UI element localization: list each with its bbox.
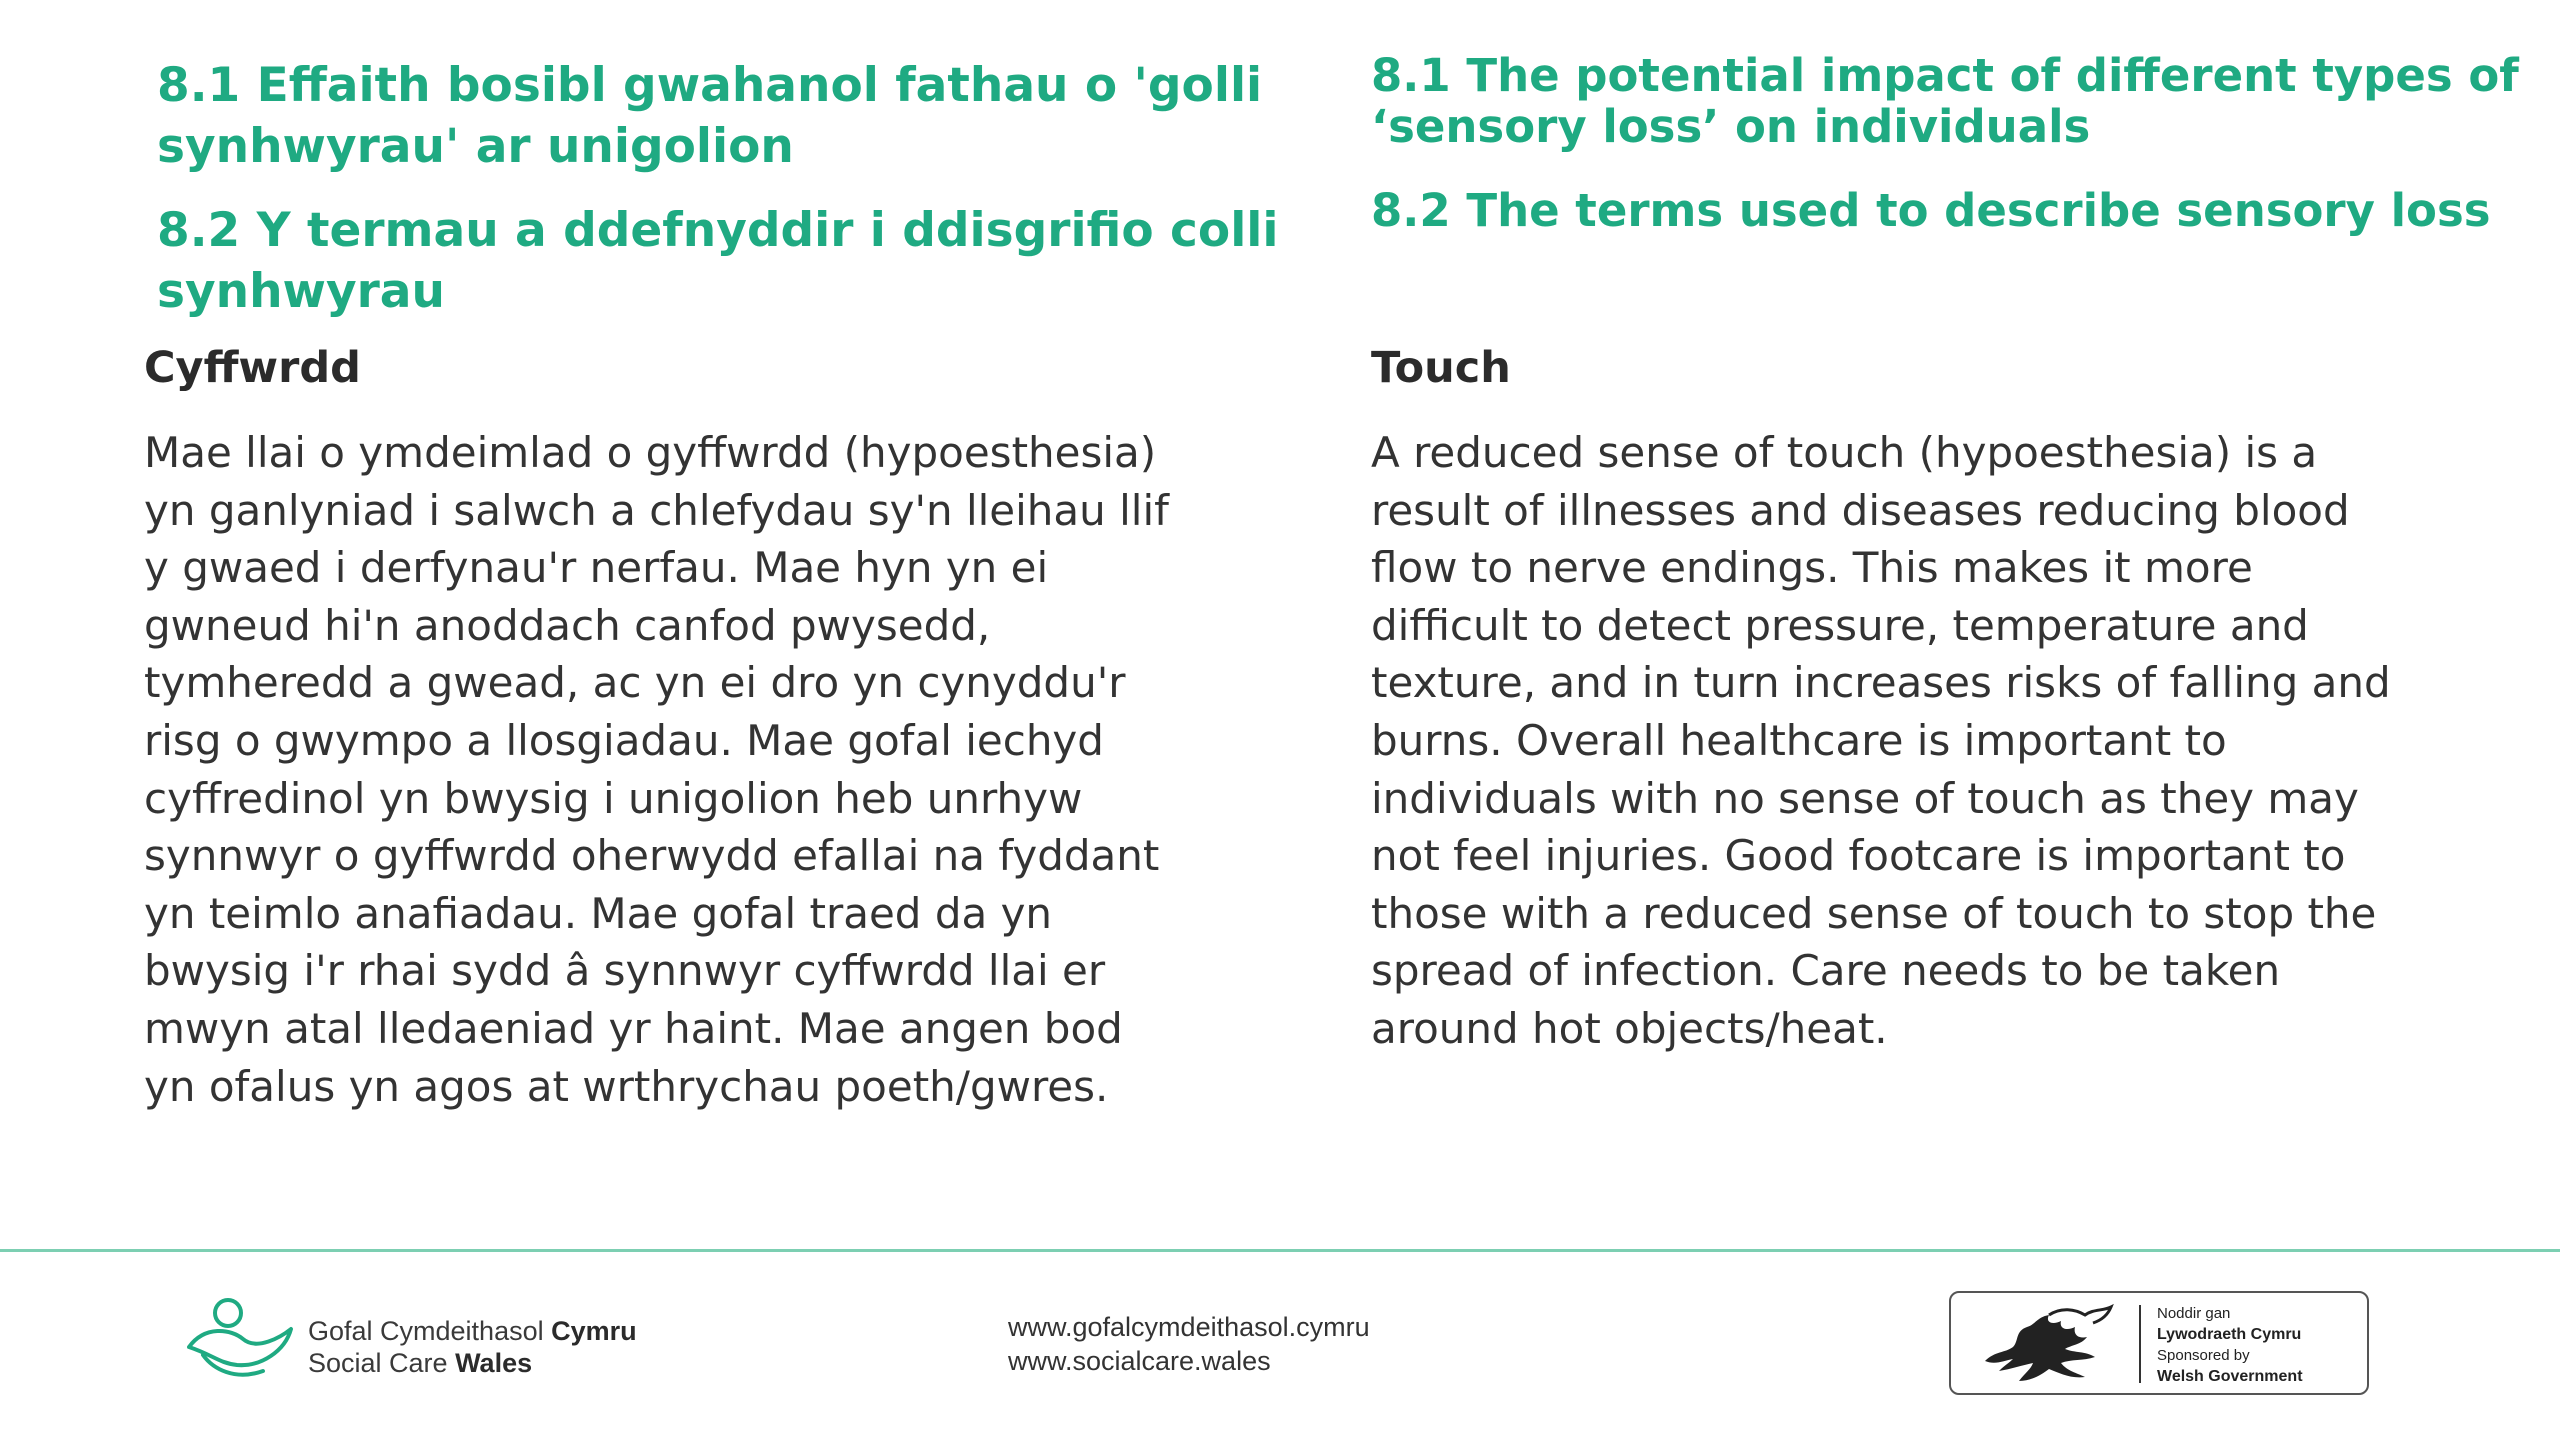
english-body-line: not feel injuries. Good footcare is important to — [1371, 831, 2346, 881]
sponsor-line-2: Lywodraeth Cymru — [2157, 1326, 2302, 1343]
english-body-line: those with a reduced sense of touch to stop the — [1371, 888, 2377, 938]
welsh-subheading: Cyffwrdd — [144, 343, 361, 393]
welsh-body-line: y gwaed i derfynau'r nerfau. Mae hyn yn ei — [144, 543, 1049, 593]
sponsor-line-4: Welsh Government — [2157, 1368, 2303, 1385]
sponsor-text — [2157, 1303, 2303, 1387]
welsh-heading-8-2-line-1: 8.2 Y termau a ddefnyddir i ddisgrifio colli — [157, 203, 1279, 258]
welsh-body-line: Mae llai o ymdeimlad o gyffwrdd (hypoesthesia) — [144, 428, 1157, 477]
url-welsh[interactable]: www.gofalcymdeithasol.cymru — [1008, 1312, 1370, 1342]
welsh-heading-8-1-line-1: 8.1 Effaith bosibl gwahanol fathau o 'golli — [157, 58, 1263, 113]
welsh-government-sponsor-badge — [1949, 1291, 2369, 1395]
welsh-heading-8-2 — [157, 200, 1277, 322]
welsh-dragon-icon — [1975, 1301, 2125, 1389]
welsh-body-line: mwyn atal lledaeniad yr haint. Mae angen bod — [144, 1003, 1123, 1053]
social-care-wales-logo-icon — [183, 1295, 298, 1385]
social-care-wales-logo-text — [308, 1315, 637, 1379]
english-body-line: flow to nerve endings. This makes it more — [1371, 543, 2253, 593]
sponsor-line-3: Sponsored by — [2157, 1347, 2250, 1364]
welsh-body-line: synnwyr o gyffwrdd oherwydd efallai na fyddant — [144, 831, 1160, 881]
english-subheading: Touch — [1371, 343, 1511, 393]
english-heading-8-1 — [1371, 49, 2519, 153]
footer-divider — [0, 1249, 2560, 1252]
english-body-line: individuals with no sense of touch as they may — [1371, 773, 2359, 823]
english-body-line: difficult to detect pressure, temperature and — [1371, 600, 2309, 650]
sponsor-line-1: Noddir gan — [2157, 1305, 2231, 1322]
welsh-body-line: risg o gwympo a llosgiadau. Mae gofal iechyd — [144, 715, 1104, 765]
welsh-body-line: yn ofalus yn agos at wrthrychau poeth/gwres. — [144, 1061, 1109, 1111]
welsh-body-line: cyffredinol yn bwysig i unigolion heb unrhyw — [144, 773, 1083, 823]
english-body-line: around hot objects/heat. — [1371, 1003, 1888, 1053]
footer-urls — [1008, 1310, 1370, 1378]
english-heading-8-1-line-2: ‘sensory loss’ on individuals — [1371, 100, 2091, 153]
english-body-line: spread of infection. Care needs to be taken — [1371, 946, 2281, 996]
english-body-text — [1371, 424, 2451, 1058]
logo-line2-bold: Wales — [455, 1348, 533, 1378]
english-heading-8-2: 8.2 The terms used to describe sensory loss — [1371, 184, 2491, 237]
social-care-wales-logo — [183, 1295, 703, 1385]
logo-line1-bold: Cymru — [551, 1316, 637, 1346]
logo-line1-regular: Gofal Cymdeithasol — [308, 1316, 552, 1346]
url-english[interactable]: www.socialcare.wales — [1008, 1346, 1271, 1376]
logo-line2-regular: Social Care — [308, 1348, 456, 1378]
welsh-body-line: yn teimlo anafiadau. Mae gofal traed da yn — [144, 888, 1053, 938]
english-heading-8-1-line-1: 8.1 The potential impact of different types of — [1371, 49, 2519, 102]
welsh-body-text — [144, 424, 1224, 1115]
welsh-body-line: tymheredd a gwead, ac yn ei dro yn cynyddu'r — [144, 658, 1126, 708]
welsh-heading-8-1 — [157, 55, 1277, 177]
welsh-body-line: yn ganlyniad i salwch a chlefydau sy'n lleihau llif — [144, 485, 1169, 535]
welsh-body-line: gwneud hi'n anoddach canfod pwysedd, — [144, 600, 991, 650]
english-body-line: texture, and in turn increases risks of falling and — [1371, 658, 2391, 708]
badge-divider — [2139, 1305, 2141, 1383]
welsh-heading-8-1-line-2: synhwyrau' ar unigolion — [157, 119, 794, 174]
welsh-body-line: bwysig i'r rhai sydd â synnwyr cyffwrdd llai er — [144, 946, 1106, 996]
english-body-line: result of illnesses and diseases reducing blood — [1371, 485, 2350, 535]
english-body-line: burns. Overall healthcare is important to — [1371, 715, 2227, 765]
welsh-heading-8-2-line-2: synhwyrau — [157, 264, 445, 319]
english-body-line: A reduced sense of touch (hypoesthesia) is a — [1371, 428, 2318, 477]
